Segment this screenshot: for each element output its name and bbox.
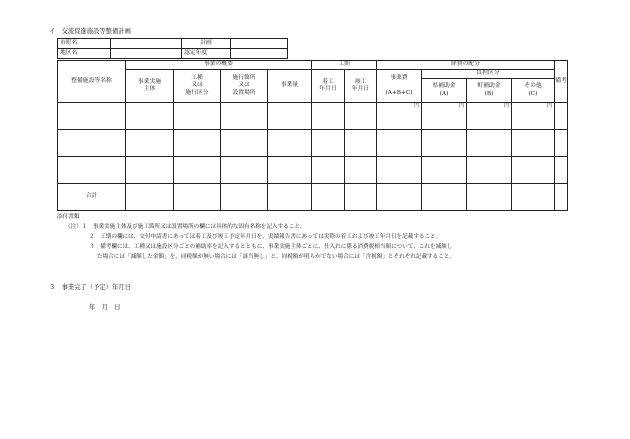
facility-name-header: 整備施設等名称: [58, 61, 126, 103]
remarks-header: 備考: [555, 61, 568, 103]
note-3: ３ 備考欄には、工種又は施設区分ごとの補助率を記入するとともに、事業実施主体ごとに、仕入れに係る消費税相当額について、これを減額し: [89, 244, 453, 250]
plan-value[interactable]: [231, 39, 288, 49]
location-header: 施行箇所 又は 設置場所: [221, 70, 268, 103]
section-3-heading: ３ 事業完了（予定）年月日: [49, 284, 131, 291]
cert-year-value[interactable]: [231, 49, 288, 59]
info-table: [57, 38, 288, 59]
burden-split-header: 負担区分: [422, 70, 555, 79]
district-label: 地区名: [58, 49, 111, 59]
table-row: [58, 103, 568, 130]
table-row: [58, 130, 568, 157]
yen-unit: 円: [512, 103, 555, 130]
plan-label: 計画: [182, 39, 231, 49]
project-quantity-header: 事業量: [268, 70, 312, 103]
cost-allocation-header: 経費の配分: [377, 61, 555, 70]
project-cost-header: 事業費 (A+B+C): [377, 70, 422, 103]
prefecture-subsidy-header: 県補助金 (A): [422, 79, 467, 103]
city-label: 市町名: [58, 39, 111, 49]
completion-date-line: 年 月 日: [89, 304, 121, 311]
facility-plan-table: [57, 60, 568, 211]
yen-unit: 円: [422, 103, 467, 130]
yen-unit: 円: [377, 103, 422, 130]
city-value[interactable]: [111, 39, 182, 49]
cert-year-label: 認定年度: [182, 49, 231, 59]
start-date-header: 着工 年月日: [312, 70, 345, 103]
total-label: 合計: [58, 184, 126, 211]
attachments-label: 添付書類: [57, 214, 80, 220]
note-3-cont: た場合には「減額した金額」を、同税額が無い場合には「該当無し」と、同税額が明らかでない場合には「含税額」とそれぞれ記載すること。: [97, 254, 456, 260]
other-header: その他 (C): [512, 79, 555, 103]
implementer-header: 事業実施 主体: [126, 70, 174, 103]
work-type-header: 工種 又は 施行区分: [174, 70, 221, 103]
schedule-header: 工期: [312, 61, 377, 70]
project-overview-header: 事業の概要: [126, 61, 312, 70]
note-2: ２ 工期の欄には、交付申請書にあっては着工及び竣工予定年月日を、実績報告書にあっては実際の着工および竣工年月日を記載すること。: [89, 234, 442, 240]
district-value[interactable]: [111, 49, 182, 59]
table-row: [58, 157, 568, 184]
completion-date-header: 竣工 年月日: [345, 70, 377, 103]
section-heading: イ 交流促進施設等整備計画: [49, 28, 131, 35]
town-subsidy-header: 町補助金 (B): [467, 79, 512, 103]
total-row: [58, 184, 568, 211]
yen-unit: 円: [467, 103, 512, 130]
note-1: （注）１ 事業実施主体及び施工箇所又は設置場所の欄には具体的な固有名称を記入すること。: [65, 224, 306, 230]
